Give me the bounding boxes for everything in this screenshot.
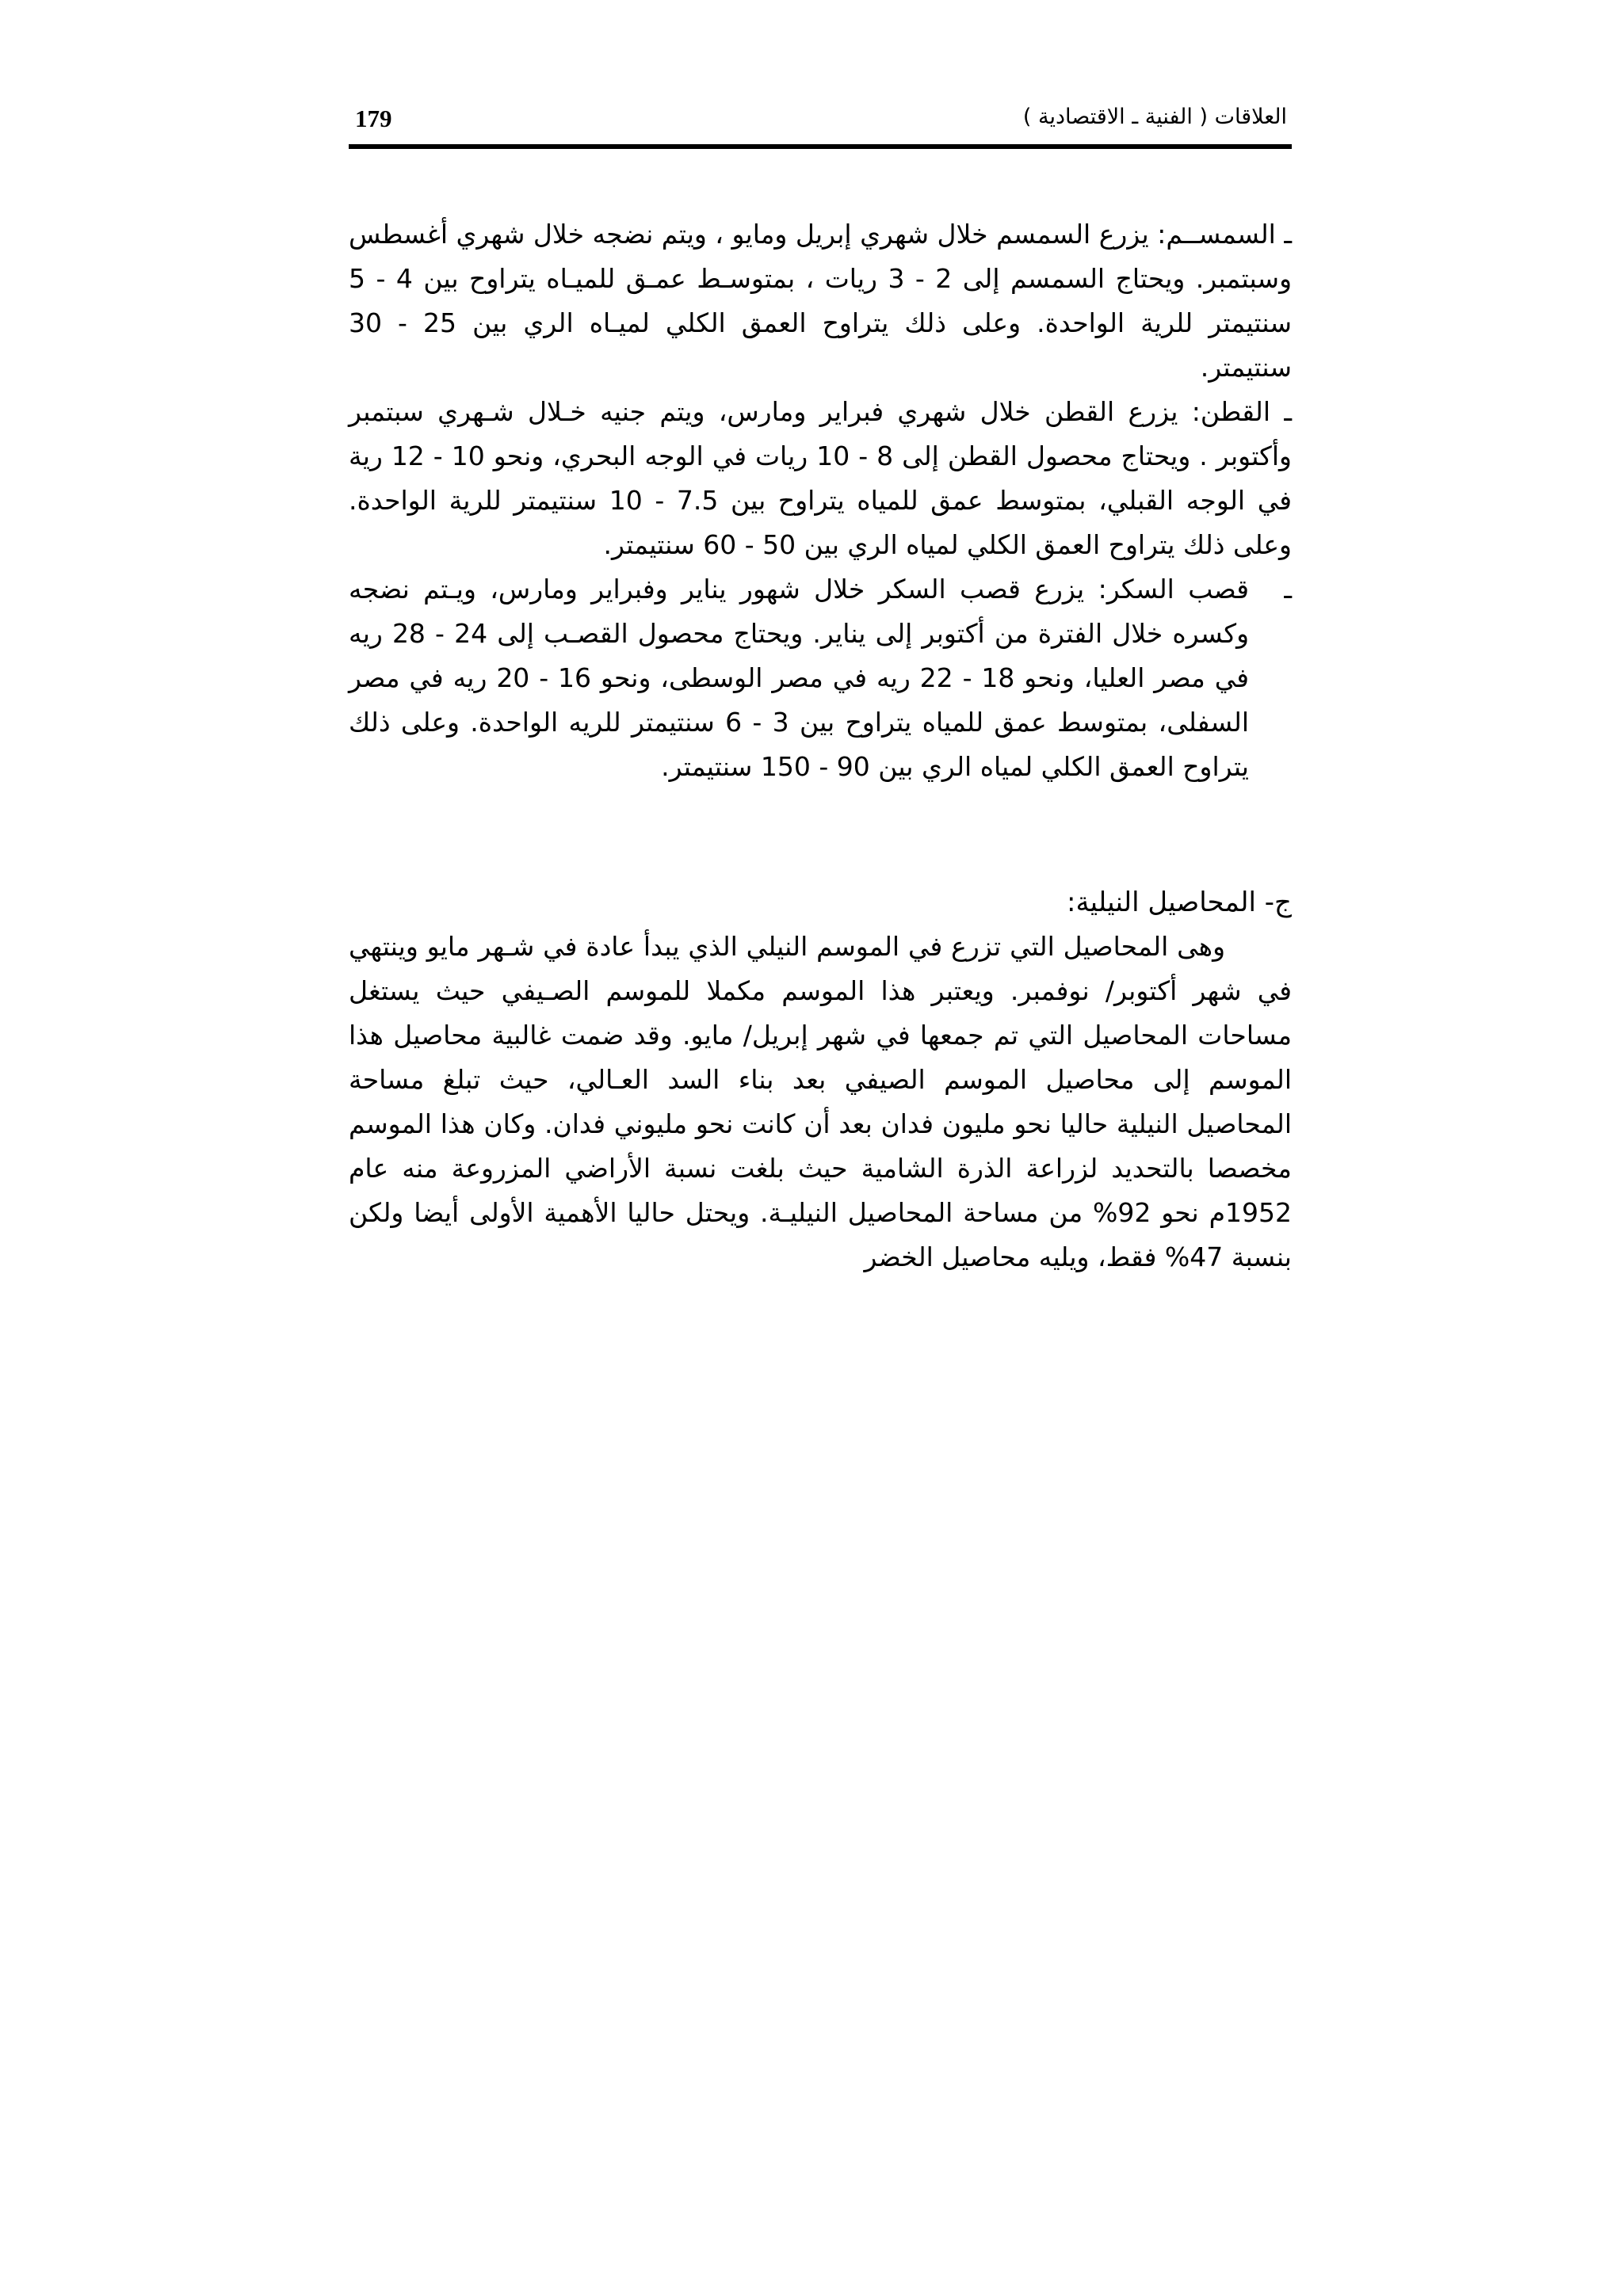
section-spacer xyxy=(349,789,1292,880)
bullet-dash: ـ xyxy=(1284,574,1292,605)
paragraph-sugarcane: قصب السكر: يزرع قصب السكر خلال شهور يناير وفبراير ومارس، ويـتم نضجه وكسره خلال الفترة من أكتوبر إلى يناير. ويحتاج محصول القصـب إلى 24 - 28 ريه في مصر العليا، ونحو 18 - 22 ريه في مصر الوسطى، ونحو 16 - 20 ريه في مصر السفلى، بمتوسط عمق للمياه يتراوح بين 3 - 6 سنتيمتر للريه الواحدة. وعلى ذلك يتراوح العمق الكلي لمياه الري بين 90 - 150 سنتيمتر. xyxy=(349,574,1249,782)
paragraph-sesame: ـ السمســم: يزرع السمسم خلال شهري إبريل ومايو ، ويتم نضجه خلال شهري أغسطس وسبتمبر. ويحتاج السمسم إلى 2 - 3 ريات ، بمتوسـط عمـق للميـاه يتراوح بين 4 - 5 سنتيمتر للرية الواحدة. وعلى ذلك يتراوح العمق الكلي لميـاه الري بين 25 - 30 سنتيمتر. xyxy=(349,219,1293,383)
page-body xyxy=(349,212,1292,1280)
running-title: العلاقات ( الفنية ـ الاقتصادية ) xyxy=(1022,105,1287,129)
paragraph-cotton: ـ القطن: يزرع القطن خلال شهري فبراير ومارس، ويتم جنيه خـلال شـهري سبتمبر وأكتوبر . ويحتاج محصول القطن إلى 8 - 10 ريات في الوجه البحري، ونحو 10 - 12 رية في الوجه القبلي، بمتوسط عمق للمياه يتراوح بين 7.5 - 10 سنتيمتر للرية الواحدة. وعلى ذلك يتراوح العمق الكلي لمياه الري بين 50 - 60 سنتيمتر. xyxy=(349,396,1292,560)
page-header xyxy=(349,95,1292,149)
list-item-sugarcane xyxy=(349,567,1292,789)
paragraph-nili-crops: وهى المحاصيل التي تزرع في الموسم النيلي الذي يبدأ عادة في شـهر مايو وينتهي في شهر أكتوبر/ نوفمبر. ويعتبر هذا الموسم مكملا للموسم الصـيفي حيث يستغل مساحات المحاصيل التي تم جمعها في شهر إبريل/ مايو. وقد ضمت غالبية محاصيل هذا الموسم إلى محاصيل الموسم الصيفي بعد بناء السد العـالي، حيث تبلغ مساحة المحاصيل النيلية حاليا نحو مليون فدان بعد أن كانت نحو مليوني فدان. وكان هذا الموسم مخصصا بالتحديد لزراعة الذرة الشامية حيث بلغت نسبة الأراضي المزروعة منه عام 1952م نحو 92% من مساحة المحاصيل النيليـة. ويحتل حاليا الأهمية الأولى أيضا ولكن بنسبة 47% فقط، ويليه محاصيل الخضر xyxy=(349,931,1293,1272)
page-number: 179 xyxy=(355,105,392,132)
section-heading-nili-crops: ج- المحاصيل النيلية: xyxy=(1066,887,1292,918)
